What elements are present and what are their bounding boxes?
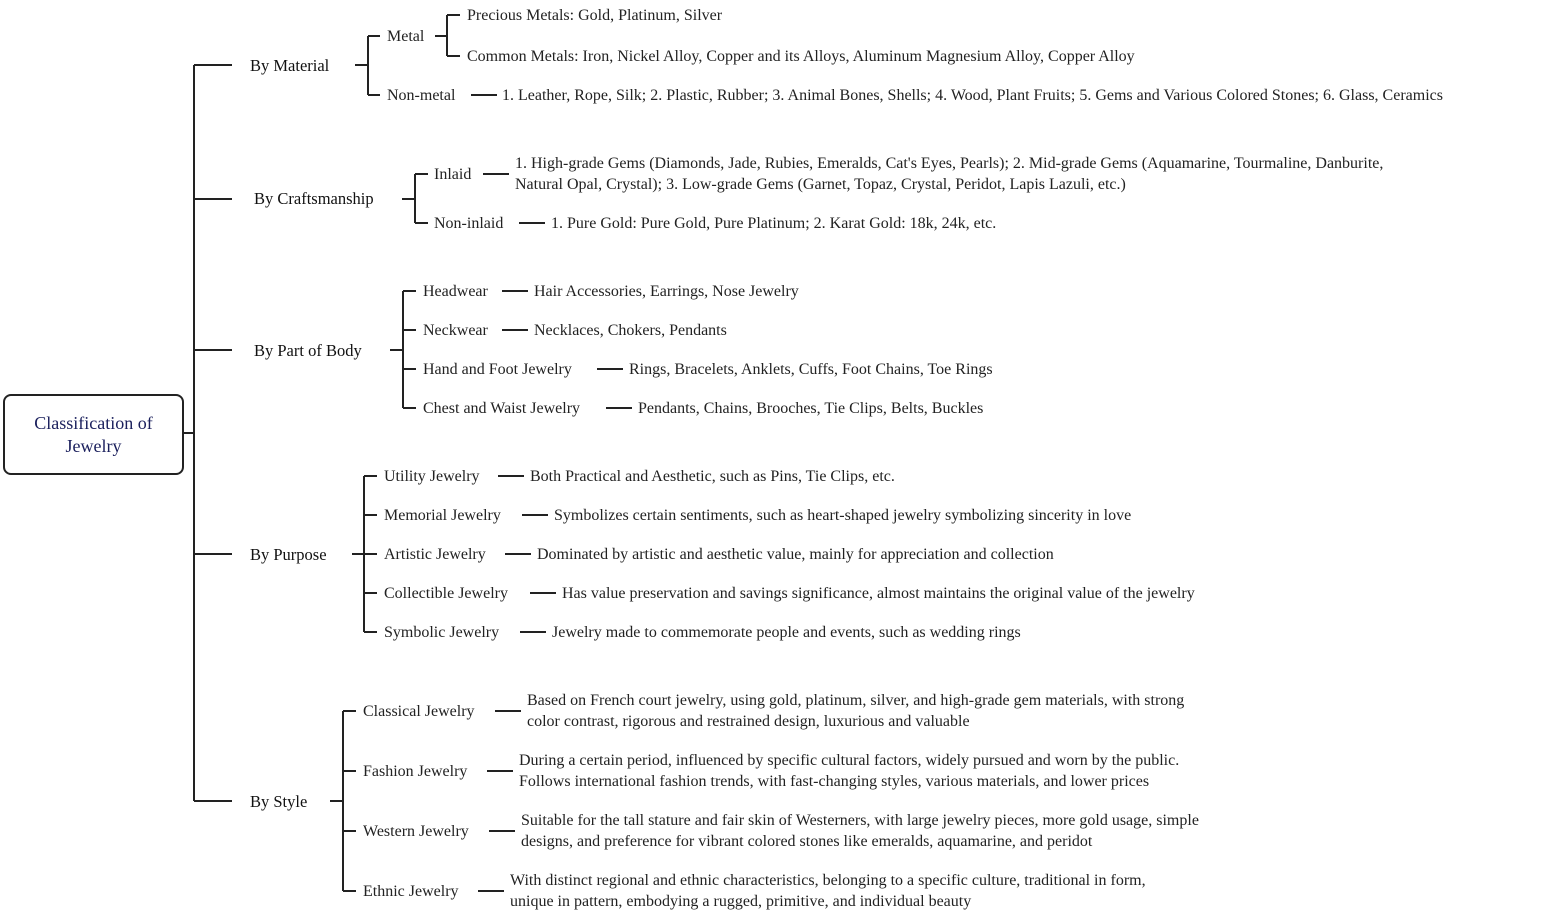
leaf-non-metal-detail: 1. Leather, Rope, Silk; 2. Plastic, Rubber; 3. Animal Bones, Shells; 4. Wood, Plant Fruits; 5. Gems and Various Colored Stones; 6. Glass, Ceramics: [502, 87, 1443, 104]
node-classical-jewelry[interactable]: Classical Jewelry: [363, 703, 475, 720]
leaf-western-detail-line2: designs, and preference for vibrant colored stones like emeralds, aquamarine, and peridot: [521, 833, 1093, 850]
branch-by-material[interactable]: By Material: [250, 56, 330, 75]
branch-by-craftsmanship[interactable]: By Craftsmanship: [254, 189, 374, 208]
leaf-non-inlaid-detail: 1. Pure Gold: Pure Gold, Pure Platinum; 2. Karat Gold: 18k, 24k, etc.: [551, 215, 997, 232]
leaf-fashion-detail-line1: During a certain period, influenced by specific cultural factors, widely pursued and worn by the public.: [519, 752, 1180, 769]
node-collectible-jewelry[interactable]: Collectible Jewelry: [384, 585, 508, 602]
node-symbolic-jewelry[interactable]: Symbolic Jewelry: [384, 624, 500, 641]
leaf-collectible-detail: Has value preservation and savings significance, almost maintains the original value of the jewelry: [562, 585, 1195, 602]
leaf-precious-metals: Precious Metals: Gold, Platinum, Silver: [467, 7, 723, 24]
node-metal[interactable]: Metal: [387, 28, 425, 45]
branch-by-style[interactable]: By Style: [250, 792, 308, 811]
leaf-hand-foot-detail: Rings, Bracelets, Anklets, Cuffs, Foot Chains, Toe Rings: [629, 361, 993, 378]
leaf-common-metals: Common Metals: Iron, Nickel Alloy, Copper and its Alloys, Aluminum Magnesium Alloy, Copper Alloy: [467, 48, 1135, 65]
leaf-inlaid-detail-line1: 1. High-grade Gems (Diamonds, Jade, Rubies, Emeralds, Cat's Eyes, Pearls); 2. Mid-grade Gems (Aquamarine, Tourmaline, Danburite,: [515, 155, 1384, 172]
leaf-chest-waist-detail: Pendants, Chains, Brooches, Tie Clips, Belts, Buckles: [638, 400, 984, 417]
node-ethnic-jewelry[interactable]: Ethnic Jewelry: [363, 883, 459, 900]
node-artistic-jewelry[interactable]: Artistic Jewelry: [384, 546, 486, 563]
node-chest-waist-jewelry[interactable]: Chest and Waist Jewelry: [423, 400, 581, 417]
leaf-memorial-detail: Symbolizes certain sentiments, such as heart-shaped jewelry symbolizing sincerity in love: [554, 507, 1132, 524]
leaf-fashion-detail-line2: Follows international fashion trends, with fast-changing styles, various materials, and lower prices: [519, 773, 1150, 790]
leaf-classical-detail-line1: Based on French court jewelry, using gold, platinum, silver, and high-grade gem materials, with strong: [527, 692, 1185, 709]
node-hand-foot-jewelry[interactable]: Hand and Foot Jewelry: [423, 361, 572, 378]
leaf-headwear-detail: Hair Accessories, Earrings, Nose Jewelry: [534, 283, 799, 300]
branch-by-purpose[interactable]: By Purpose: [250, 545, 327, 564]
root-node[interactable]: [3, 394, 184, 475]
branch-by-part-of-body[interactable]: By Part of Body: [254, 341, 362, 360]
node-neckwear[interactable]: Neckwear: [423, 322, 488, 339]
node-headwear[interactable]: Headwear: [423, 283, 488, 300]
leaf-artistic-detail: Dominated by artistic and aesthetic value, mainly for appreciation and collection: [537, 546, 1054, 563]
node-western-jewelry[interactable]: Western Jewelry: [363, 823, 469, 840]
leaf-ethnic-detail-line2: unique in pattern, embodying a rugged, primitive, and individual beauty: [510, 893, 972, 910]
leaf-classical-detail-line2: color contrast, rigorous and restrained design, luxurious and valuable: [527, 713, 970, 730]
leaf-neckwear-detail: Necklaces, Chokers, Pendants: [534, 322, 727, 339]
node-fashion-jewelry[interactable]: Fashion Jewelry: [363, 763, 468, 780]
leaf-utility-detail: Both Practical and Aesthetic, such as Pins, Tie Clips, etc.: [530, 468, 895, 485]
leaf-ethnic-detail-line1: With distinct regional and ethnic characteristics, belonging to a specific culture, traditional in form,: [510, 872, 1146, 889]
leaf-symbolic-detail: Jewelry made to commemorate people and events, such as wedding rings: [552, 624, 1021, 641]
leaf-western-detail-line1: Suitable for the tall stature and fair skin of Westerners, with large jewelry pieces, more gold usage, simple: [521, 812, 1199, 829]
node-utility-jewelry[interactable]: Utility Jewelry: [384, 468, 480, 485]
node-non-metal[interactable]: Non-metal: [387, 87, 456, 104]
leaf-inlaid-detail-line2: Natural Opal, Crystal); 3. Low-grade Gems (Garnet, Topaz, Crystal, Peridot, Lapis Lazuli, etc.): [515, 176, 1126, 193]
node-memorial-jewelry[interactable]: Memorial Jewelry: [384, 507, 501, 524]
root-label: Classification of Jewelry: [34, 412, 153, 456]
node-non-inlaid[interactable]: Non-inlaid: [434, 215, 504, 232]
node-inlaid[interactable]: Inlaid: [434, 166, 472, 183]
